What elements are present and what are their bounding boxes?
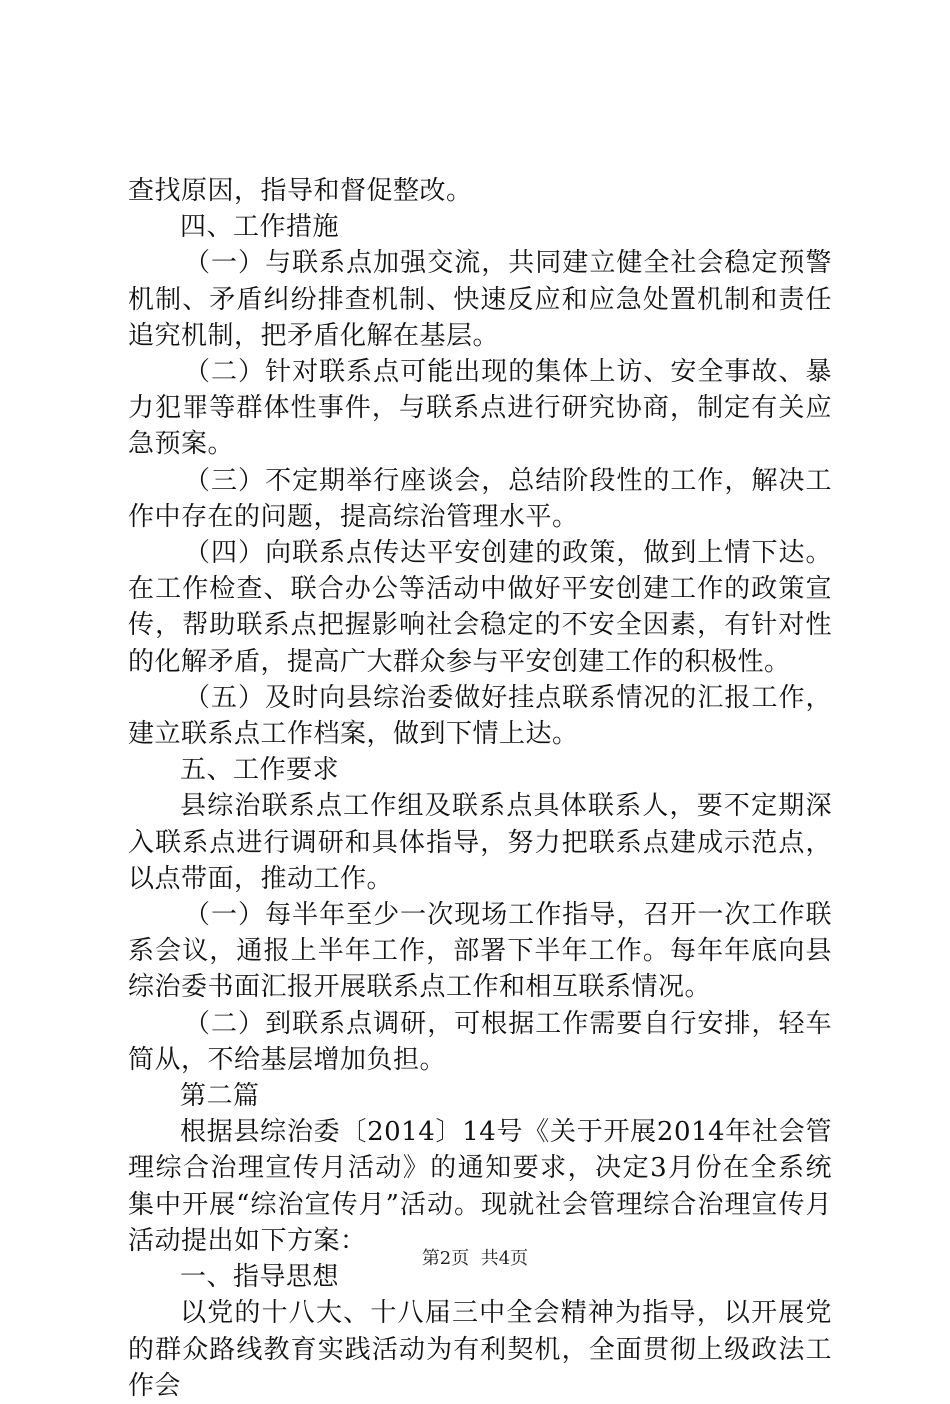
paragraph-requirement-1: （一）每半年至少一次现场工作指导，召开一次工作联系会议，通报上半年工作，部署下半年工作。每年年底向县综治委书面汇报开展联系点工作和相互联系情况。 [128, 900, 832, 1003]
paragraph-measure-2: （二）针对联系点可能出现的集体上访、安全事故、暴力犯罪等群体性事件，与联系点进行研究协商，制定有关应急预案。 [128, 357, 832, 460]
page-number-footer: 第2页 共4页 [421, 1248, 529, 1269]
paragraph-guiding-thought: 以党的十八大、十八届三中全会精神为指导，以开展党的群众路线教育实践活动为有利契机，全面贯彻上级政法工作会 [128, 1298, 832, 1401]
paragraph-continuation: 查找原因，指导和督促整改。 [128, 176, 473, 206]
paragraph-measure-5: （五）及时向县综治委做好挂点联系情况的汇报工作，建立联系点工作档案，做到下情上达。 [128, 682, 832, 750]
document-body [128, 173, 832, 1404]
paragraph-measure-1: （一）与联系点加强交流，共同建立健全社会稳定预警机制、矛盾纠纷排查机制、快速反应和应急处置机制和责任追究机制，把矛盾化解在基层。 [128, 248, 832, 351]
part-heading-second: 第二篇 [180, 1081, 260, 1112]
paragraph-measure-3: （三）不定期举行座谈会，总结阶段性的工作，解决工作中存在的问题，提高综治管理水平。 [128, 465, 832, 532]
section-heading-guiding-thought: 一、指导思想 [180, 1262, 340, 1293]
section-heading-measures: 四、工作措施 [180, 212, 340, 243]
paragraph-requirements-intro: 县综治联系点工作组及联系点具体联系人，要不定期深入联系点进行调研和具体指导，努力把联系点建成示范点，以点带面，推动工作。 [128, 791, 832, 894]
paragraph-measure-4: （四）向联系点传达平安创建的政策，做到上情下达。在工作检查、联合办公等活动中做好平安创建工作的政策宣传，帮助联系点把握影响社会稳定的不安全因素，有针对性的化解矛盾，提高广大群众参与平安创建工作的积极性。 [128, 538, 832, 677]
section-heading-requirements: 五、工作要求 [180, 755, 340, 786]
paragraph-second-intro: 根据县综治委〔2014〕14号《关于开展2014年社会管理综合治理宣传月活动》的通知要求，决定3月份在全系统集中开展“综治宣传月”活动。现就社会管理综合治理宣传月活动提出如下方案： [128, 1117, 832, 1256]
paragraph-requirement-2: （二）到联系点调研，可根据工作需要自行安排，轻车简从，不给基层增加负担。 [128, 1008, 832, 1075]
